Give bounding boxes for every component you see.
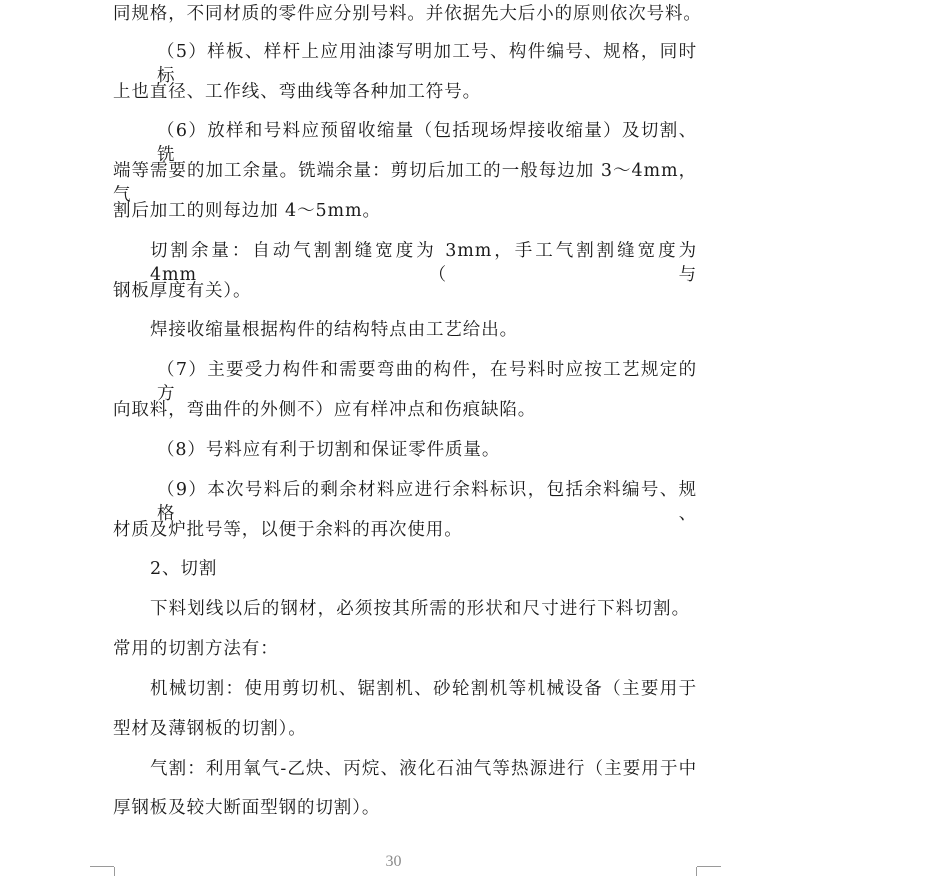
text-line: 割后加工的则每边加 4～5mm。 xyxy=(113,201,381,221)
text-line: 端等需要的加工余量。铣端余量：剪切后加工的一般每边加 3～4mm，气 xyxy=(113,161,697,205)
text-line: （9）本次号料后的剩余材料应进行余料标识，包括余料编号、规格、 xyxy=(157,480,697,524)
text-line: （8）号料应有利于切割和保证零件质量。 xyxy=(157,440,501,460)
text-line: 厚钢板及较大断面型钢的切割）。 xyxy=(113,798,381,818)
text-line: 向取料，弯曲件的外侧不）应有样冲点和伤痕缺陷。 xyxy=(113,400,537,420)
page-number: 30 xyxy=(385,853,402,870)
section-heading: 2、切割 xyxy=(150,559,218,579)
text-line: （5）样板、样杆上应用油漆写明加工号、构件编号、规格，同时标 xyxy=(157,42,697,86)
text-line: 气割：利用氧气-乙炔、丙烷、液化石油气等热源进行（主要用于中 xyxy=(150,759,697,779)
margin-corner-mark-left xyxy=(90,866,114,875)
text-line: 下料划线以后的钢材，必须按其所需的形状和尺寸进行下料切割。 xyxy=(150,599,690,619)
text-line: 机械切割：使用剪切机、锯割机、砂轮割机等机械设备（主要用于 xyxy=(150,679,697,699)
margin-corner-mark-right xyxy=(697,866,721,875)
text-line: 上也直径、工作线、弯曲线等各种加工符号。 xyxy=(113,82,481,102)
text-line: 切割余量：自动气割割缝宽度为 3mm，手工气割割缝宽度为 4mm（与 xyxy=(150,241,697,285)
text-line: 钢板厚度有关）。 xyxy=(113,281,252,301)
text-line: 焊接收缩量根据构件的结构特点由工艺给出。 xyxy=(150,320,518,340)
text-line: 材质及炉批号等，以便于余料的再次使用。 xyxy=(113,520,463,540)
text-line: 型材及薄钢板的切割）。 xyxy=(113,719,307,739)
text-line: 常用的切割方法有： xyxy=(113,639,279,659)
text-line: 同规格，不同材质的零件应分别号料。并依据先大后小的原则依次号料。 xyxy=(113,4,702,24)
text-line: （6）放样和号料应预留收缩量（包括现场焊接收缩量）及切割、铣 xyxy=(157,121,697,165)
text-line: （7）主要受力构件和需要弯曲的构件，在号料时应按工艺规定的方 xyxy=(157,360,697,404)
